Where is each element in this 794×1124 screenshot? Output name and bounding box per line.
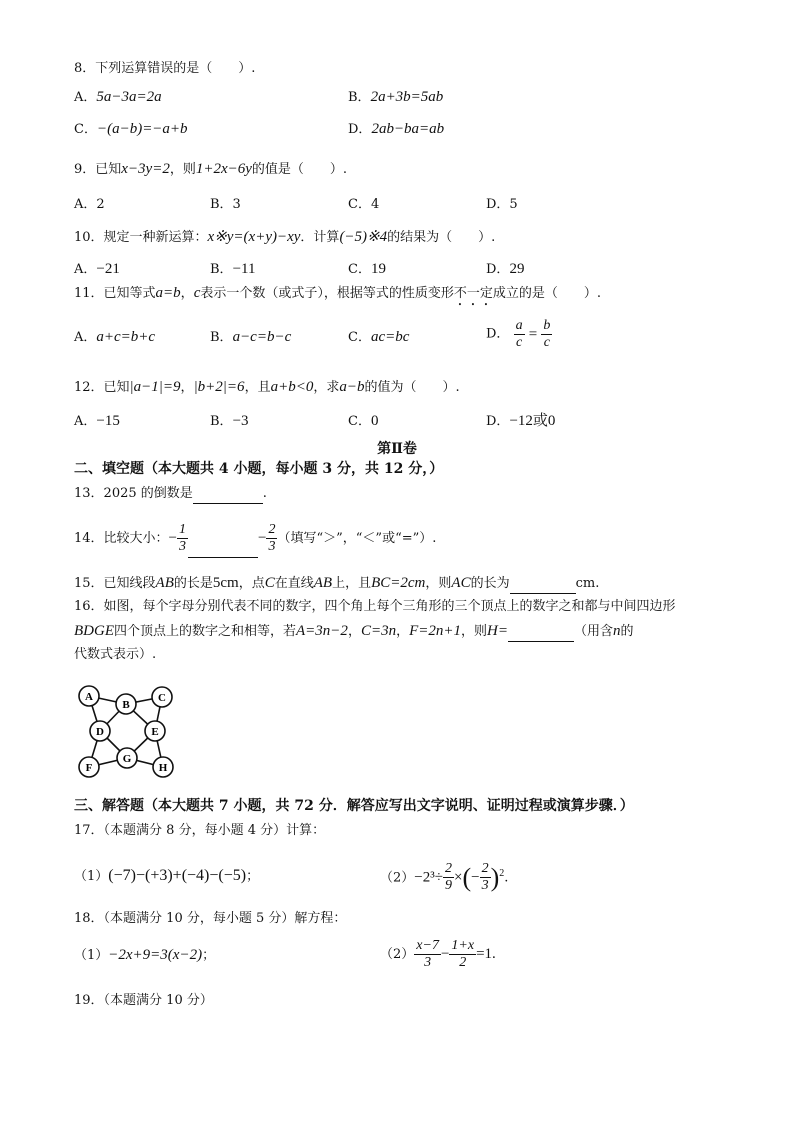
- q9-option-b: B．3: [210, 197, 241, 212]
- q11-option-a: A．a+c=b+c: [74, 329, 156, 345]
- q17-fraction-1: $\frac{2}{9}$: [444, 861, 452, 894]
- q8-option-a: A．5a−3a=2a: [74, 89, 162, 105]
- q11-option-c: C．ac=bc: [348, 329, 410, 345]
- q9-stem: 9．已知x−3y=2，则1+2x−6y的值是（ ）.: [74, 161, 348, 177]
- q10-option-a: A．−21: [74, 261, 120, 277]
- svg-text:G: G: [122, 753, 132, 765]
- q16-line3: 代数式表示）.: [74, 647, 157, 662]
- q11-option-d: D． $\frac{a}{c}$ = $\frac{b}{c}$: [486, 318, 551, 350]
- q17-part2: （2）−2³÷ $\frac{2}{9}$ ×(− $\frac{2}{3}$ )$^2$.: [380, 861, 509, 894]
- q15-stem: 15．已知线段AB的长是5cm，点C在直线AB上，且BC=2cm，则AC的长为 cm.: [74, 574, 599, 594]
- q15-answer-blank[interactable]: [510, 575, 576, 594]
- q18-fraction-2: $\frac{1+x}{2}$: [451, 938, 475, 970]
- q8-option-d: D．2ab−ba=ab: [348, 121, 445, 137]
- diagram-node-f: [79, 757, 99, 777]
- q13-stem: 13．2025 的倒数是 .: [74, 485, 267, 504]
- q14-answer-blank[interactable]: [188, 521, 258, 558]
- diagram-node-e: [145, 721, 165, 741]
- q16-line1: 16．如图，每个字母分别代表不同的数字，四个角上每个三角形的三个顶点上的数字之和都与中间四边形: [74, 599, 676, 614]
- q11-d-left-fraction: $\frac{a}{c}$: [515, 318, 523, 350]
- q16-diagram: [70, 682, 186, 782]
- svg-text:C: C: [158, 692, 166, 704]
- q8-option-c: C．−(a−b)=−a+b: [74, 121, 188, 137]
- svg-text:H: H: [158, 762, 168, 774]
- q17-part1: （1）(−7)−(+3)+(−4)−(−5)；: [74, 867, 260, 884]
- q12-option-b: B．−3: [210, 413, 249, 429]
- q11-stem: 11．已知等式a=b，c表示一个数（或式子），根据等式的性质变形不一定成立的是（ ）.: [74, 285, 602, 301]
- svg-text:A: A: [85, 691, 93, 703]
- diagram-node-h: [153, 757, 173, 777]
- q13-answer-blank[interactable]: [193, 485, 263, 504]
- diagram-node-a: [79, 686, 99, 706]
- section2-title: 二、填空题（本大题共 4 小题，每小题 3 分，共 12 分，）: [74, 461, 444, 477]
- q11-d-right-fraction: $\frac{b}{c}$: [543, 318, 551, 350]
- diagram-node-d: [90, 721, 110, 741]
- q10-option-b: B．−11: [210, 261, 256, 277]
- q18-stem: 18．（本题满分 10 分，每小题 5 分）解方程：: [74, 911, 347, 926]
- q9-option-a: A．2: [74, 197, 105, 212]
- q16-answer-blank[interactable]: [508, 623, 574, 642]
- q19-stem: 19．（本题满分 10 分）: [74, 993, 213, 1008]
- q12-stem: 12．已知|a−1|=9，|b+2|=6，且a+b<0，求a−b的值为（ ）.: [74, 379, 460, 395]
- q17-stem: 17．（本题满分 8 分，每小题 4 分）计算：: [74, 823, 326, 838]
- q10-stem: 10．规定一种新运算：x※y=(x+y)−xy．计算(−5)※4的结果为（ ）.: [74, 229, 496, 245]
- q10-option-c: C．19: [348, 261, 386, 277]
- svg-text:B: B: [122, 699, 130, 711]
- diagram-node-g: [117, 748, 137, 768]
- q9-option-c: C．4: [348, 197, 380, 212]
- q10-option-d: D．29: [486, 261, 525, 277]
- q12-option-d: D．−12或0: [486, 413, 556, 429]
- q12-option-a: A．−15: [74, 413, 120, 429]
- svg-text:D: D: [96, 726, 104, 738]
- diagram-node-c: [152, 687, 172, 707]
- q18-part1: （1）−2x+9=3(x−2)；: [74, 947, 216, 963]
- q18-fraction-1: $\frac{x-7}{3}$: [416, 938, 439, 970]
- q16-line2: BDGE四个顶点上的数字之和相等，若A=3n−2，C=3n，F=2n+1，则H= （用含n的: [74, 622, 634, 642]
- section3-title: 三、解答题（本大题共 7 小题，共 72 分．解答应写出文字说明、证明过程或演算步骤．）: [74, 798, 634, 814]
- diagram-node-b: [116, 694, 136, 714]
- q18-part2: （2） $\frac{x-7}{3}$ − $\frac{1+x}{2}$ =1.: [380, 938, 496, 970]
- q17-fraction-2: $\frac{2}{3}$: [481, 861, 489, 894]
- part2-title: 第Ⅱ卷: [377, 441, 417, 457]
- q8-option-b: B．2a+3b=5ab: [348, 89, 444, 105]
- q8-stem: 8．下列运算错误的是（ ）.: [74, 61, 256, 76]
- svg-text:E: E: [151, 726, 159, 738]
- q11-option-b: B．a−c=b−c: [210, 329, 292, 345]
- svg-text:F: F: [85, 762, 93, 774]
- q9-option-d: D．5: [486, 197, 518, 212]
- q14-fraction-left: $\frac{1}{3}$: [179, 522, 187, 554]
- q14-stem: 14．比较大小：− $\frac{1}{3}$ − $\frac{2}{3}$ （填写“＞”，“＜”或“=”）.: [74, 520, 436, 558]
- q12-option-c: C．0: [348, 413, 379, 429]
- q14-fraction-right: $\frac{2}{3}$: [268, 522, 276, 554]
